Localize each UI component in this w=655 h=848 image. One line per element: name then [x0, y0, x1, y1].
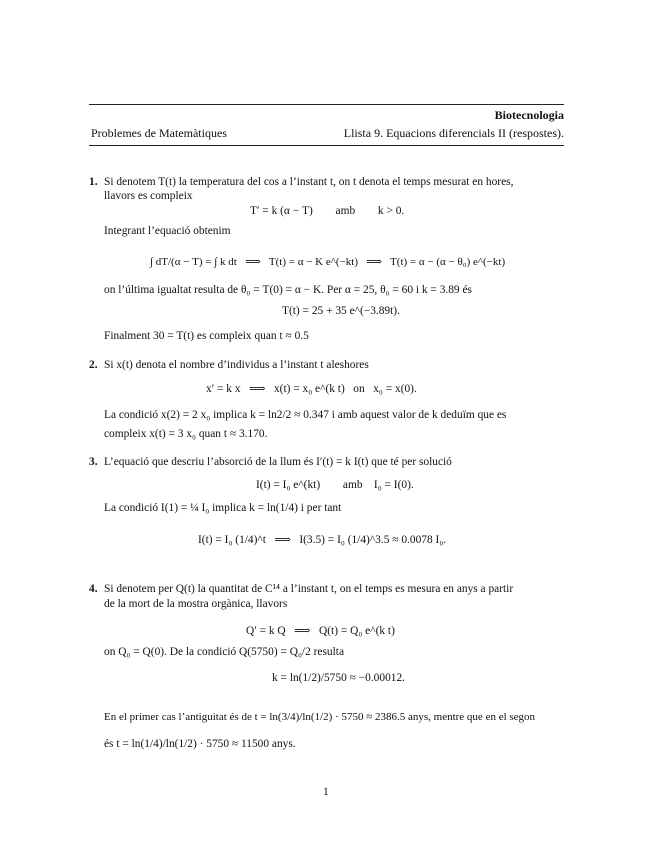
problem-3-number: 3. — [89, 456, 98, 468]
header-top-rule — [89, 104, 564, 105]
problem-2-eq-1: x′ = k x ⟹ x(t) = x₀ e^(k t) on x₀ = x(0). — [206, 383, 417, 395]
problem-2-line-1: Si x(t) denota el nombre d’individus a l’instant t aleshores — [104, 359, 369, 371]
problem-1-eq-2: ∫ dT/(α − T) = ∫ k dt ⟹ T(t) = α − K e^(−kt) ⟹ T(t) = α − (α − θ₀) e^(−kt) — [150, 256, 506, 268]
problem-4-eq-1: Q′ = k Q ⟹ Q(t) = Q₀ e^(k t) — [246, 625, 395, 637]
problem-3-line-1: L’equació que descriu l’absorció de la llum és I′(t) = k I(t) que té per solució — [104, 456, 452, 468]
problem-1-line-3: Integrant l’equació obtenim — [104, 225, 231, 237]
problem-1-line-2: llavors es compleix — [104, 190, 193, 202]
problem-4-line-2: de la mort de la mostra orgànica, llavors — [104, 598, 288, 610]
page-number: 1 — [323, 786, 329, 798]
problem-3-line-2: La condició I(1) = ¼ I₀ implica k = ln(1/4) i per tant — [104, 502, 342, 514]
problem-1-eq-1: T′ = k (α − T) amb k > 0. — [250, 205, 405, 217]
problem-2-line-2: La condició x(2) = 2 x₀ implica k = ln2/2 ≈ 0.347 i amb aquest valor de k deduïm que es — [104, 409, 507, 421]
problem-1-line-4: on l’última igualtat resulta de θ₀ = T(0) = α − K. Per α = 25, θ₀ = 60 i k = 3.89 és — [104, 284, 472, 296]
header-bottom-rule — [89, 145, 564, 146]
problem-4-line-4: En el primer cas l’antiguitat és de t = ln(3/4)/ln(1/2) · 5750 ≈ 2386.5 anys, mentre que en el segon — [104, 711, 536, 723]
header-list-title: Llista 9. Equacions diferencials II (respostes). — [343, 126, 564, 140]
problem-4-eq-2: k = ln(1/2)/5750 ≈ −0.00012. — [272, 672, 406, 684]
header-course: Biotecnologia — [494, 108, 564, 122]
problem-1-eq-3: T(t) = 25 + 35 e^(−3.89t). — [282, 305, 400, 317]
problem-4-number: 4. — [89, 583, 98, 595]
header-subject: Problemes de Matemàtiques — [91, 126, 227, 140]
problem-4-line-5: és t = ln(1/4)/ln(1/2) · 5750 ≈ 11500 anys. — [104, 738, 296, 750]
problem-4-line-3: on Q₀ = Q(0). De la condició Q(5750) = Q₀/2 resulta — [104, 646, 345, 658]
problem-1-line-5: Finalment 30 = T(t) es compleix quan t ≈ 0.5 — [104, 330, 309, 342]
problem-2-line-3: compleix x(t) = 3 x₀ quan t ≈ 3.170. — [104, 428, 268, 440]
problem-3-eq-2: I(t) = I₀ (1/4)^t ⟹ I(3.5) = I₀ (1/4)^3.5 ≈ 0.0078 I₀. — [198, 534, 447, 546]
problem-1-number: 1. — [89, 176, 98, 188]
problem-3-eq-1: I(t) = I₀ e^(kt) amb I₀ = I(0). — [256, 479, 414, 491]
problem-2-number: 2. — [89, 359, 98, 371]
problem-1-line-1: Si denotem T(t) la temperatura del cos a l’instant t, on t denota el temps mesurat en hores, — [104, 176, 514, 188]
problem-4-line-1: Si denotem per Q(t) la quantitat de C¹⁴ a l’instant t, on el temps es mesura en anys a partir — [104, 583, 514, 595]
